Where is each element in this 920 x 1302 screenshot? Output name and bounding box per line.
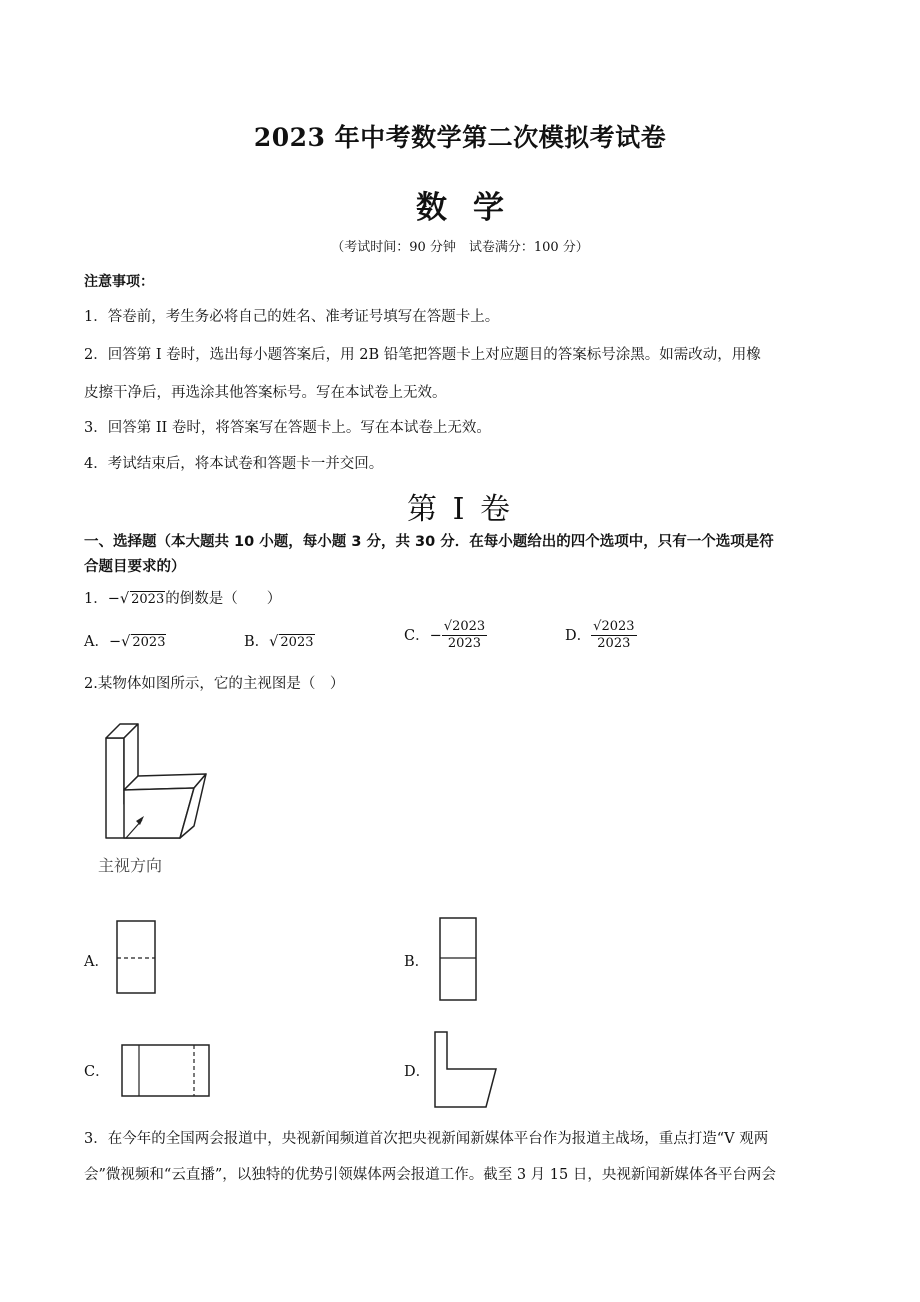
option-d-label: D．: [404, 1064, 431, 1080]
denominator: 2023: [447, 636, 481, 652]
option-d: [565, 620, 637, 652]
numerator: √2023: [591, 620, 636, 636]
option-a-figure: [116, 920, 158, 996]
notice-item-1: 1．答卷前，考生务必将自己的姓名、准考证号填写在答题卡上。: [84, 309, 500, 325]
sqrt-expression: √ 2023: [119, 591, 165, 607]
denominator: 2023: [597, 636, 631, 652]
minus-sign: −: [108, 634, 122, 650]
radicand: 2023: [452, 619, 486, 634]
notice-item-4: 4．考试结束后，将本试卷和答题卡一并交回。: [84, 456, 384, 472]
notice-item-2: 2．回答第 I 卷时，选出每小题答案后，用 2B 铅笔把答题卡上对应题目的答案标号涂黑。如需改动，用橡: [84, 347, 761, 363]
question-1: [84, 587, 281, 608]
question-number: 1．: [84, 591, 108, 607]
notice-item-2-cont: 皮擦干净后，再选涂其他答案标号。写在本试卷上无效。: [84, 385, 447, 401]
question-3-line-1: 3．在今年的全国两会报道中，央视新闻频道首次把央视新闻新媒体平台作为报道主战场，重点打造“V 观两: [84, 1131, 769, 1147]
notice-heading: 注意事项：: [84, 274, 154, 290]
fraction: [591, 620, 636, 652]
notice-item-3: 3．回答第 II 卷时，将答案写在答题卡上。写在本试卷上无效。: [84, 420, 491, 436]
option-b: [244, 630, 315, 651]
section-title: 第 I 卷: [407, 492, 513, 527]
question-2: 2.某物体如图所示，它的主视图是（ ）: [84, 676, 345, 692]
radicand: 2023: [280, 635, 314, 650]
option-a: [84, 630, 166, 651]
subject-title: 数学: [416, 190, 530, 226]
section-instructions-1: 一、选择题（本大题共 10 小题，每小题 3 分，共 30 分．在每小题给出的四个选项中，只有一个选项是符: [84, 534, 774, 550]
option-c-label: C．: [84, 1064, 110, 1080]
option-label: C．: [404, 627, 430, 644]
option-label: B．: [244, 634, 270, 650]
option-a-label: A．: [84, 954, 109, 970]
sqrt-expression: √ 2023: [269, 634, 314, 650]
option-label: D．: [565, 627, 592, 644]
sqrt-expression: √ 2023: [121, 634, 166, 650]
option-d-figure: [434, 1031, 500, 1111]
section-instructions-2: 合题目要求的）: [84, 559, 186, 575]
minus-sign: −: [429, 627, 442, 644]
radicand: 2023: [131, 592, 165, 607]
option-c: [404, 620, 487, 652]
option-b-figure: [439, 917, 479, 1003]
fraction: [442, 620, 487, 652]
question-text: 的倒数是（ ）: [165, 591, 282, 607]
exam-title: 2023 年中考数学第二次模拟考试卷: [253, 123, 667, 152]
option-b-label: B．: [404, 954, 430, 970]
option-label: A．: [84, 634, 109, 650]
radicand: 2023: [132, 635, 166, 650]
view-direction-label: 主视方向: [98, 856, 163, 875]
radicand: 2023: [601, 619, 635, 634]
option-c-figure: [121, 1044, 213, 1099]
numerator: √2023: [442, 620, 487, 636]
minus-sign: −: [107, 591, 120, 607]
exam-info: （考试时间：90 分钟 试卷满分：100 分）: [331, 240, 589, 255]
question-3-line-2: 会”微视频和“云直播”，以独特的优势引领媒体两会报道工作。截至 3 月 15 日，央视新闻新媒体各平台两会: [84, 1167, 776, 1183]
